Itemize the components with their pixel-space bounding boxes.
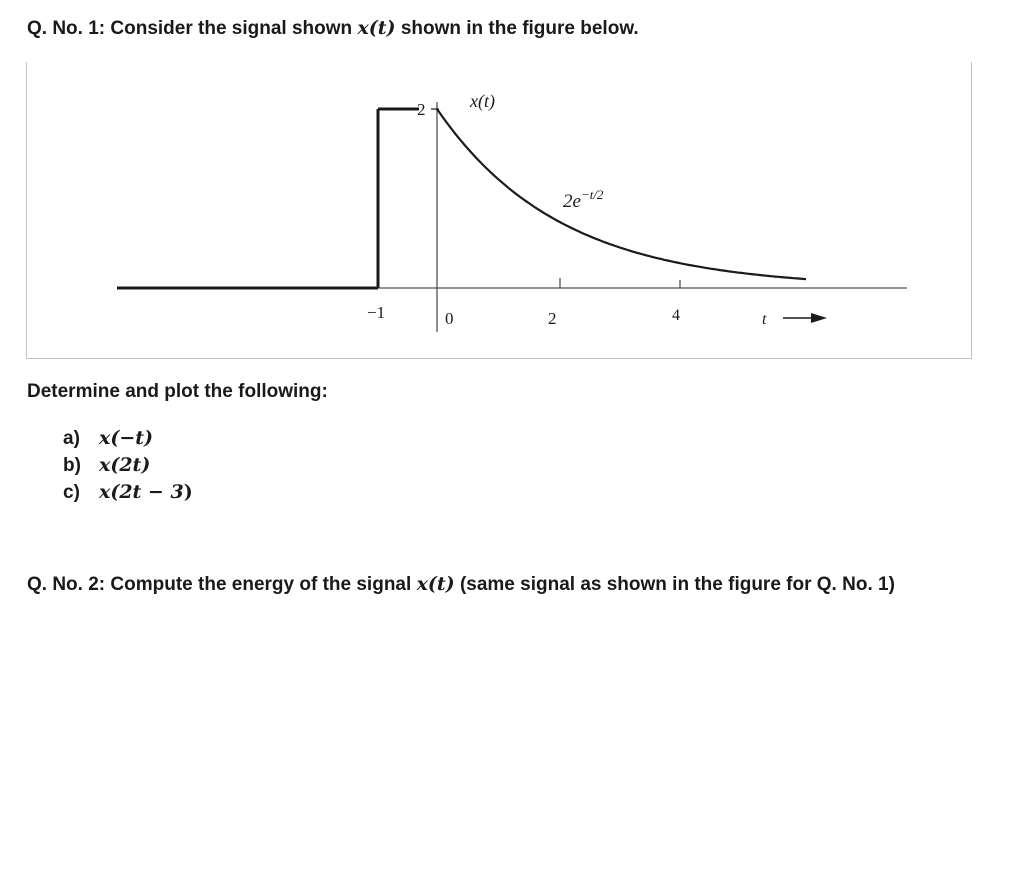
question-1-text: Consider the signal shown [110, 18, 353, 39]
peak-value-label: 2 [417, 100, 426, 119]
question-2-text: Compute the energy of the signal [110, 574, 412, 595]
signal-name-label: x(t) [470, 91, 495, 111]
curve-expression-base: 2e [563, 191, 581, 212]
question-2-label: Q. No. 2: [27, 574, 106, 595]
part-expression-close: ) [183, 481, 193, 503]
part-item-b [63, 452, 193, 479]
question-1-title [27, 17, 639, 40]
tick-label-4: 4 [672, 307, 680, 324]
axis-arrow-icon [811, 313, 827, 323]
part-letter: b) [63, 455, 81, 476]
parts-list [63, 425, 193, 506]
tick-label-0: 0 [445, 309, 454, 328]
part-expression: x(2t) [99, 454, 151, 476]
question-1-label: Q. No. 1: [27, 18, 106, 39]
question-2-title [27, 573, 895, 596]
part-item-c [63, 479, 193, 506]
axis-variable-label: t [762, 311, 767, 328]
part-item-a [63, 425, 193, 452]
question-1-signal: x(t) [357, 17, 396, 39]
tick-label-2: 2 [548, 309, 557, 328]
signal-plot [27, 62, 973, 359]
signal-decay-curve [437, 109, 806, 279]
instruction-text: Determine and plot the following: [27, 381, 328, 402]
curve-expression-exponent: −t/2 [580, 187, 604, 202]
tick-label-minus-1: −1 [367, 303, 386, 322]
part-expression: x(2t − 3 [99, 481, 184, 503]
question-2-signal: x(t) [416, 573, 455, 595]
signal-figure [26, 62, 972, 359]
question-2-text-after: (same signal as shown in the figure for Q. No. 1) [459, 574, 895, 595]
curve-expression-label [563, 187, 604, 212]
part-expression: x(−t) [99, 427, 154, 449]
part-letter: c) [63, 482, 80, 503]
part-letter: a) [63, 428, 80, 449]
question-1-text-after: shown in the figure below. [400, 18, 639, 39]
